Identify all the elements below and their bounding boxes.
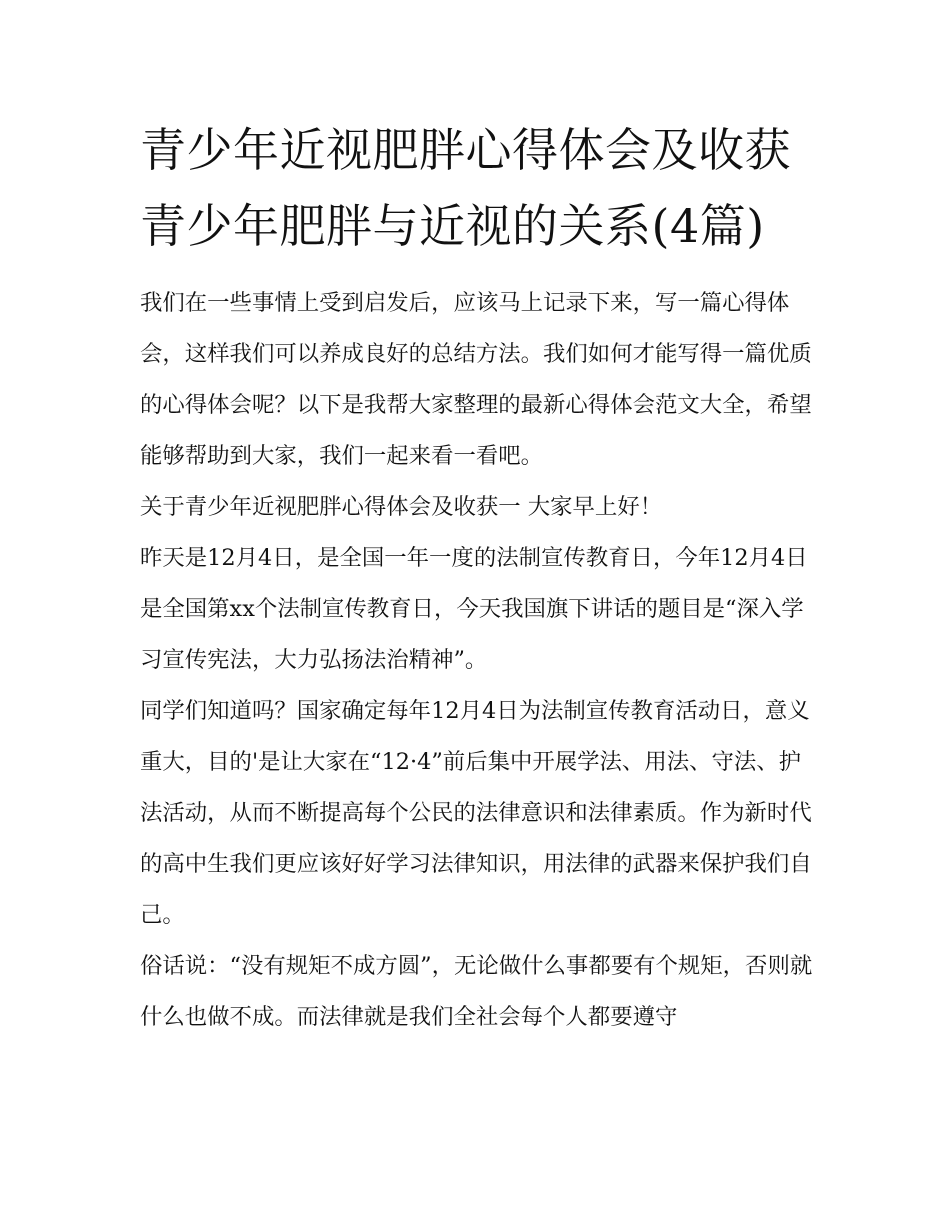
- paragraph-section-heading: 关于青少年近视肥胖心得体会及收获一 大家早上好！: [140, 494, 663, 520]
- paragraph-intro: 我们在一些事情上受到启发后，应该马上记录下来，写一篇心得体会，这样我们可以养成良好的总结方法。我们如何才能写得一篇优质的心得体会呢？以下是我帮大家整理的最新心得体会范文大全，希望能够帮助到大家，我们一起来看一看吧。: [140, 290, 812, 469]
- document-page: [140, 112, 814, 1043]
- document-title: 青少年近视肥胖心得体会及收获 青少年肥胖与近视的关系(4篇): [140, 123, 791, 253]
- paragraph-law-day: 昨天是12月4日，是全国一年一度的法制宣传教育日，今年12月4日是全国第xx个法制宣传教育日，今天我国旗下讲话的题目是“深入学习宣传宪法，大力弘扬法治精神”。: [140, 545, 808, 673]
- paragraph-law-day-purpose: 同学们知道吗？国家确定每年12月4日为法制宣传教育活动日，意义重大，目的'是让大家在“12·4”前后集中开展学法、用法、守法、护法活动，从而不断提高每个公民的法律意识和法律素质。作为新时代的高中生我们更应该好好学习法律知识，用法律的武器来保护我们自己。: [140, 698, 812, 928]
- paragraph-proverb: 俗话说：“没有规矩不成方圆”，无论做什么事都要有个规矩，否则就什么也做不成。而法律就是我们全社会每个人都要遵守: [140, 953, 813, 1030]
